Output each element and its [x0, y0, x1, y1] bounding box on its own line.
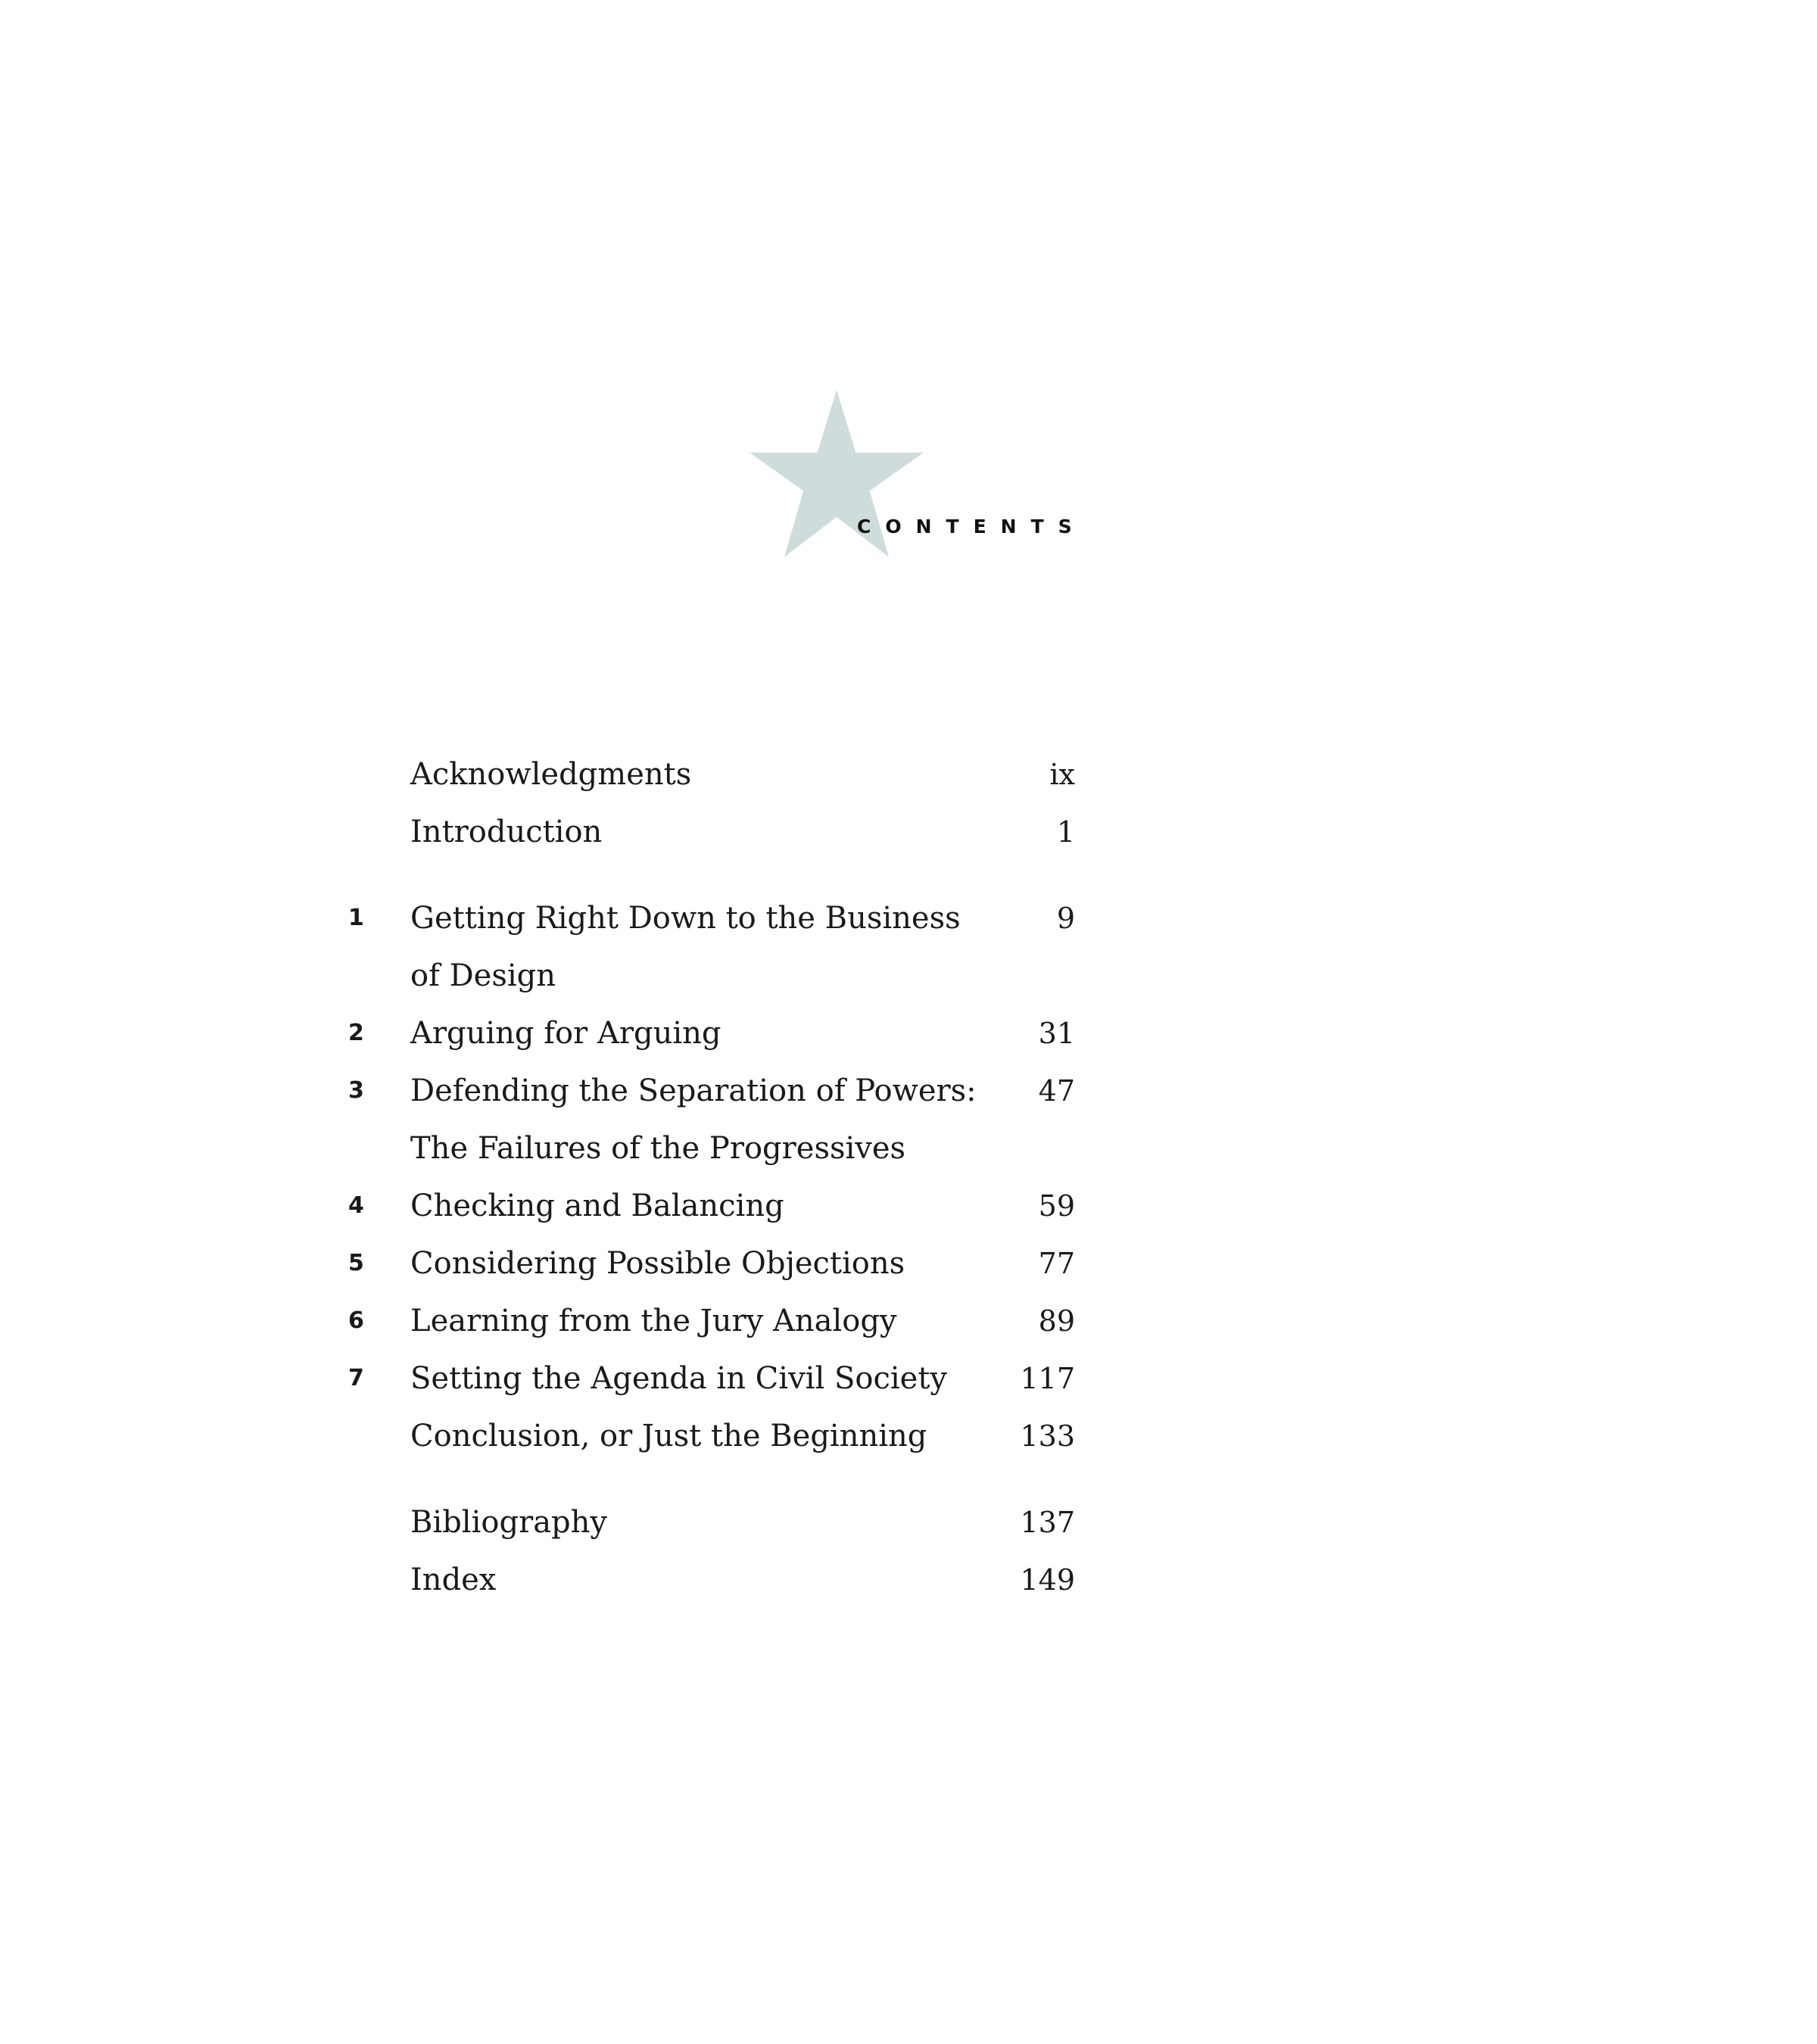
toc-entry-title: Arguing for Arguing	[410, 1016, 722, 1051]
toc-entry-chapter-1[interactable]	[348, 890, 1075, 947]
toc-entry-title: Defending the Separation of Powers:	[410, 1073, 977, 1108]
toc-entry-bibliography[interactable]	[348, 1494, 1075, 1551]
chapter-number: 3	[348, 1077, 364, 1104]
toc-entry-title: Introduction	[410, 815, 603, 849]
table-of-contents	[348, 746, 1075, 1609]
toc-entry-page: 137	[1020, 1506, 1075, 1539]
toc-entry-chapter-4[interactable]	[348, 1177, 1075, 1235]
toc-entry-page: 133	[1020, 1419, 1075, 1453]
toc-entry-chapter-1-continued	[348, 947, 1075, 1005]
toc-entry-chapter-3-continued	[348, 1120, 1075, 1177]
contents-header	[750, 390, 1086, 564]
chapter-number: 6	[348, 1307, 364, 1334]
toc-entry-page: 89	[1038, 1304, 1075, 1338]
toc-entry-title: Bibliography	[410, 1505, 607, 1540]
toc-entry-introduction[interactable]	[348, 803, 1075, 861]
toc-entry-page: 117	[1020, 1362, 1075, 1395]
toc-entry-index[interactable]	[348, 1551, 1075, 1609]
toc-entry-page: 31	[1038, 1017, 1075, 1050]
chapter-number: 7	[348, 1365, 364, 1391]
toc-entry-title: Learning from the Jury Analogy	[410, 1304, 897, 1338]
chapter-number: 5	[348, 1250, 364, 1276]
chapter-number: 4	[348, 1192, 364, 1219]
toc-entry-page: 149	[1020, 1563, 1075, 1597]
toc-entry-chapter-3[interactable]	[348, 1062, 1075, 1120]
toc-entry-title: Getting Right Down to the Business	[410, 901, 961, 936]
toc-entry-page: 77	[1038, 1247, 1075, 1280]
toc-entry-title: Acknowledgments	[410, 757, 692, 792]
toc-entry-title: Conclusion, or Just the Beginning	[410, 1419, 927, 1454]
toc-entry-title: Checking and Balancing	[410, 1189, 784, 1223]
chapter-number: 1	[348, 905, 364, 931]
toc-entry-page: 9	[1056, 902, 1075, 935]
contents-heading: CONTENTS	[857, 516, 1086, 537]
toc-entry-page: 47	[1038, 1074, 1075, 1108]
toc-entry-chapter-5[interactable]	[348, 1235, 1075, 1292]
toc-entry-chapter-2[interactable]	[348, 1005, 1075, 1062]
chapter-number: 2	[348, 1020, 364, 1046]
toc-entry-page: ix	[1049, 758, 1075, 791]
toc-entry-chapter-7[interactable]	[348, 1350, 1075, 1407]
toc-entry-conclusion[interactable]	[348, 1407, 1075, 1465]
toc-entry-acknowledgments[interactable]	[348, 746, 1075, 803]
toc-entry-chapter-6[interactable]	[348, 1292, 1075, 1350]
toc-entry-title-continued: of Design	[410, 958, 556, 993]
star-icon	[750, 390, 924, 564]
toc-entry-title-continued: The Failures of the Progressives	[410, 1131, 906, 1166]
toc-entry-page: 59	[1038, 1189, 1075, 1223]
toc-entry-page: 1	[1056, 815, 1075, 849]
toc-entry-title: Index	[410, 1563, 497, 1597]
toc-entry-title: Setting the Agenda in Civil Society	[410, 1361, 948, 1396]
toc-entry-title: Considering Possible Objections	[410, 1246, 905, 1281]
